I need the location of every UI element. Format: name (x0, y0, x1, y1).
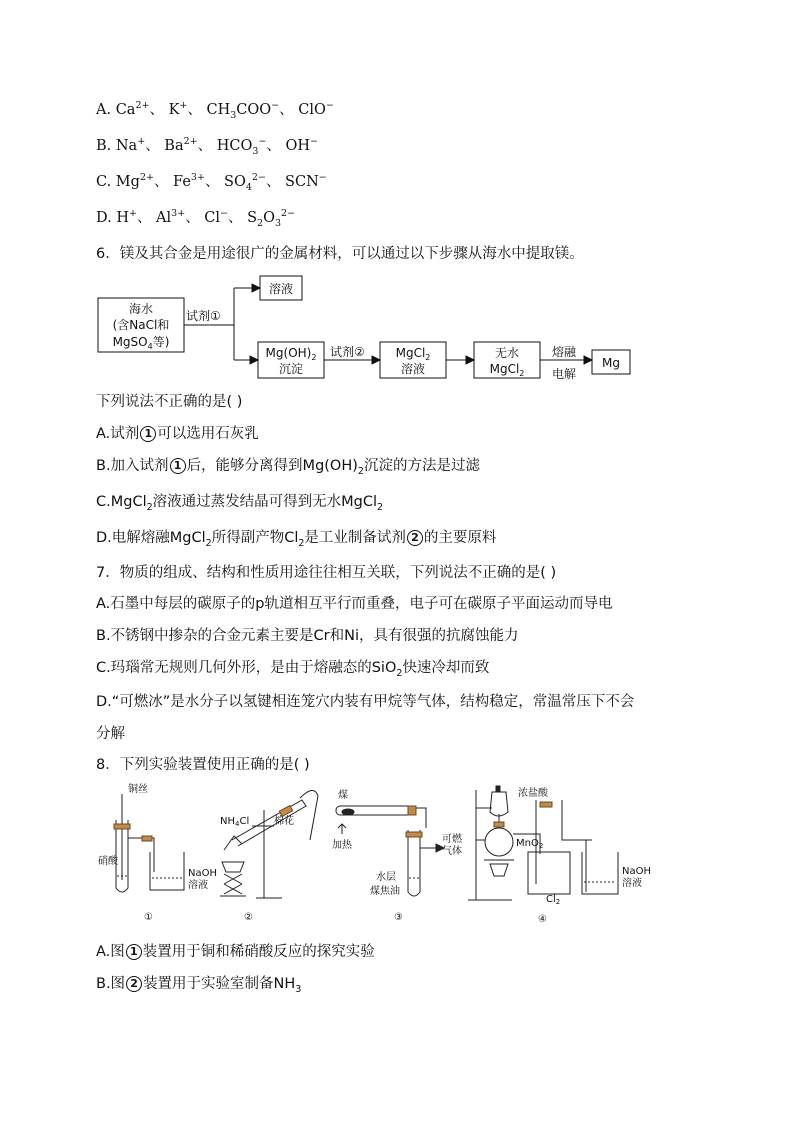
mno2-label: MnO$_2$ (516, 838, 544, 850)
mgcl2-solution-label: 溶液 (400, 362, 426, 376)
reagent2-label: 试剂② (330, 345, 365, 359)
reagent1-label: 试剂① (186, 309, 221, 323)
mg-label: Mg (602, 356, 620, 370)
nitric-acid-label: 硝酸 (98, 856, 118, 867)
nh4cl-label: $NH_4Cl$ (220, 816, 250, 828)
mgoh2-label: $Mg(OH)_2$ (265, 346, 317, 362)
q7-stem: 7．物质的组成、结构和性质用途往往相互关联，下列说法不正确的是( ) (96, 565, 557, 581)
q6-option-a: A.试剂 1 可以选用石灰乳 (96, 426, 259, 442)
seawater-label-2: (含NaCl和 (112, 318, 170, 332)
conc-hcl-label: 浓盐酸 (518, 788, 548, 799)
cotton-label: 棉花 (274, 816, 294, 827)
naoh-solution-label-1: 溶液 (188, 880, 208, 891)
option-5a: A. $Ca^{2+}$、 K+、 $CH_3COO^-$、 ClO− (96, 100, 334, 121)
heating-label: 加热 (332, 840, 352, 851)
combustible-label-2: 气体 (442, 846, 462, 857)
naoh-solution-label-2: 溶液 (622, 878, 642, 889)
option-5b: B. Na+、 $Ba^{2+}$、 $HCO_3^-$、 OH− (96, 136, 319, 157)
apparatus-4-label: ④ (538, 914, 547, 925)
naoh-label-1: NaOH (188, 868, 217, 879)
apparatus-3-label: ③ (394, 912, 403, 923)
anhydrous-label: 无水 (494, 346, 520, 360)
q6-question: 下列说法不正确的是( ) (96, 394, 243, 410)
q8-option-a: A.图 1 装置用于铜和稀硝酸反应的探究实验 (96, 944, 375, 960)
seawater-label-3: MgSO$_4$等) (112, 335, 170, 351)
mgcl2-label: MgCl$_2$ (395, 346, 431, 362)
apparatus-1-label: ① (144, 912, 153, 923)
option-5c: C. $Mg^{2+}$、 $Fe^{3+}$、 $SO_4^{2-}$、 SCN− (96, 172, 327, 193)
coal-tar-label: 煤焦油 (370, 886, 400, 897)
seawater-label: 海水 (128, 302, 154, 316)
q6-option-b: B.加入试剂 1 后，能够分离得到$Mg(OH)_2$沉淀的方法是过滤 (96, 458, 480, 477)
q7-option-b: B.不锈钢中掺杂的合金元素主要是Cr和Ni，具有很强的抗腐蚀能力 (96, 628, 519, 644)
coal-label: 煤 (338, 790, 348, 801)
q7-option-d-line2: 分解 (96, 726, 125, 742)
combustible-label-1: 可燃 (442, 834, 462, 845)
q6-stem: 6．镁及其合金是用途很广的金属材料，可以通过以下步骤从海水中提取镁。 (96, 246, 584, 262)
q7-option-c: C.玛瑙常无规则几何外形，是由于熔融态的SiO$_2$快速冷却而致 (96, 660, 490, 679)
naoh-label-2: NaOH (622, 866, 651, 877)
q7-option-d-line1: D.“可燃冰”是水分子以氢键相连笼穴内装有甲烷等气体，结构稳定，常温常压下不会 (96, 694, 635, 710)
q6-option-d: D.电解熔融MgCl$_2$所得副产物$Cl_2$是工业制备试剂 2 的主要原料 (96, 530, 497, 549)
q8-option-b: B.图 2 装置用于实验室制备$NH_3$ (96, 976, 302, 995)
molten-label: 熔融 (551, 345, 577, 359)
precipitate-label: 沉淀 (278, 362, 304, 376)
solution-label: 溶液 (268, 282, 294, 296)
q6-option-c: C.MgCl$_2$溶液通过蒸发结晶可得到无水MgCl$_2$ (96, 494, 384, 513)
copper-wire-label: 铜丝 (128, 784, 148, 795)
q8-stem: 8．下列实验装置使用正确的是( ) (96, 757, 310, 773)
cl2-label: $Cl_2$ (546, 894, 561, 906)
water-layer-label: 水层 (376, 872, 396, 883)
electrolysis-label: 电解 (551, 367, 577, 381)
apparatus-2-label: ② (244, 912, 253, 923)
anhydrous-mgcl2-label: MgCl$_2$ (489, 362, 525, 378)
q7-option-a: A.石墨中每层的碳原子的p轨道相互平行而重叠，电子可在碳原子平面运动而导电 (96, 596, 613, 612)
q8-apparatus-figure (92, 780, 692, 930)
option-5d: D. H+、 $Al^{3+}$、 Cl−、 $S_2O_3^{2-}$ (96, 208, 296, 229)
q6-flowchart (90, 268, 650, 388)
